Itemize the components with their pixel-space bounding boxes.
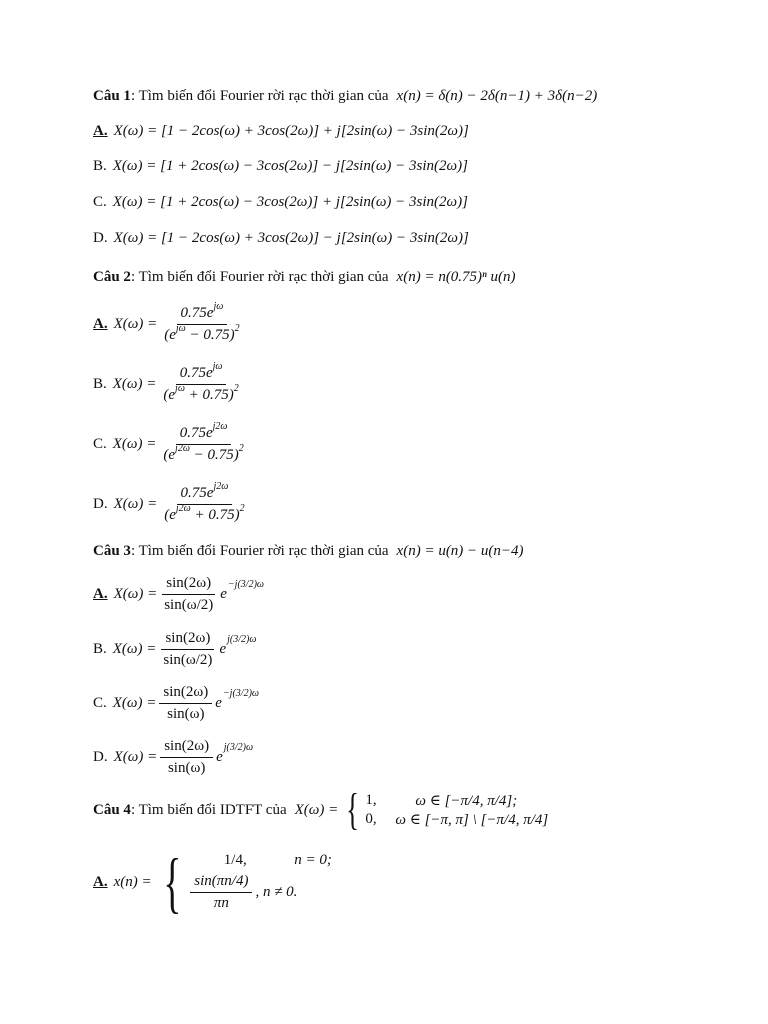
- q3-option-b-fraction: [159, 630, 216, 669]
- q2-b-den-tail: + 0.75): [184, 387, 234, 403]
- q3-a-den: sin(ω/2): [164, 597, 214, 613]
- q3-option-b[interactable]: [93, 630, 256, 669]
- question-2-label: Câu 2: [93, 269, 131, 285]
- q3-a-num: sin(2ω): [162, 575, 215, 595]
- question-1-formula: x(n) = δ(n) − 2δ(n−1) + 3δ(n−2): [396, 88, 598, 104]
- question-3-formula: x(n) = u(n) − u(n−4): [396, 543, 524, 559]
- question-1-label: Câu 1: [93, 88, 131, 104]
- q3-c-tail-exp: −j(3/2)ω: [222, 688, 259, 699]
- q3-c-num: sin(2ω): [159, 684, 212, 704]
- q3-d-num: sin(2ω): [160, 738, 213, 758]
- q2-option-d-fraction: [160, 481, 248, 524]
- q3-option-a[interactable]: [93, 575, 264, 614]
- q3-d-tail: e: [216, 749, 223, 765]
- q2-c-den: (e: [163, 447, 176, 463]
- q2-c-den-exp: j2ω: [175, 443, 190, 454]
- q3-option-d-fraction: [160, 738, 213, 777]
- q3-option-d-label: D.: [93, 749, 108, 765]
- q4-a-case2-num: sin(πn/4): [190, 873, 252, 893]
- q2-d-den-pow: 2: [239, 503, 245, 514]
- question-3: [93, 543, 524, 560]
- question-4-piecewise: [342, 785, 549, 834]
- question-3-text: : Tìm biến đổi Fourier rời rạc thời gian của: [130, 543, 389, 559]
- q3-b-num: sin(2ω): [161, 630, 214, 650]
- q1-option-b-expr: X(ω) = [1 + 2cos(ω) − 3cos(2ω)] − j[2sin(ω) − 3sin(2ω)]: [112, 158, 468, 174]
- question-2-formula: x(n) = n(0.75)ⁿ u(n): [396, 269, 516, 285]
- q2-b-den-exp: jω: [175, 383, 185, 394]
- q3-c-den: sin(ω): [167, 706, 205, 722]
- q1-option-c-label: C.: [93, 194, 107, 210]
- q2-b-den: (e: [163, 387, 176, 403]
- question-4-lhs: X(ω) =: [294, 801, 339, 818]
- q1-option-c-expr: X(ω) = [1 + 2cos(ω) − 3cos(2ω)] + j[2sin(ω) − 3sin(2ω)]: [112, 194, 468, 210]
- q2-option-b-fraction: [159, 361, 242, 404]
- q2-option-c-lhs: X(ω) =: [112, 436, 157, 452]
- q3-b-den: sin(ω/2): [163, 652, 213, 668]
- q2-c-den-pow: 2: [238, 443, 244, 454]
- q2-option-a-label: A.: [93, 316, 108, 332]
- q1-option-d-expr: X(ω) = [1 − 2cos(ω) + 3cos(2ω)] − j[2sin(ω) − 3sin(2ω)]: [113, 230, 469, 246]
- q2-option-b-lhs: X(ω) =: [112, 376, 157, 392]
- q2-option-b[interactable]: [93, 361, 246, 404]
- q3-option-c[interactable]: [93, 684, 259, 723]
- q3-b-tail: e: [219, 641, 227, 657]
- q2-option-d-label: D.: [93, 496, 108, 512]
- q2-option-c-label: C.: [93, 436, 107, 452]
- question-3-label: Câu 3: [93, 543, 131, 559]
- q4-case2-val: 0,: [365, 811, 377, 827]
- q2-b-den-pow: 2: [233, 383, 239, 394]
- q2-d-num-exp: j2ω: [213, 481, 229, 492]
- q4-case1-cond: ω ∈ [−π/4, π/4];: [415, 793, 518, 809]
- question-4-label: Câu 4: [93, 801, 131, 818]
- q2-option-a-fraction: [160, 301, 243, 344]
- q4-case1-val: 1,: [365, 792, 377, 808]
- q4-option-a[interactable]: [93, 844, 332, 920]
- q2-d-num: 0.75e: [180, 485, 214, 501]
- q3-option-a-lhs: X(ω) =: [113, 586, 158, 602]
- q2-a-num-exp: jω: [213, 301, 224, 312]
- q2-option-c[interactable]: [93, 421, 251, 464]
- q3-b-tail-exp: j(3/2)ω: [227, 634, 257, 645]
- q4-a-case2-fraction: [190, 873, 252, 912]
- q1-option-a[interactable]: [93, 123, 469, 140]
- q3-option-d[interactable]: [93, 738, 253, 777]
- q2-c-num-exp: j2ω: [212, 421, 228, 432]
- q2-a-num: 0.75e: [180, 305, 214, 321]
- question-2: [93, 269, 516, 286]
- q1-option-a-label: A.: [93, 123, 108, 139]
- q2-c-den-tail: − 0.75): [189, 447, 239, 463]
- q3-option-d-lhs: X(ω) =: [113, 749, 158, 765]
- q1-option-c[interactable]: [93, 194, 468, 211]
- q2-a-den-exp: jω: [175, 323, 186, 334]
- q4-option-a-lhs: x(n) =: [113, 873, 152, 890]
- left-brace-icon: {: [162, 844, 181, 920]
- q2-c-num: 0.75e: [179, 425, 213, 441]
- q1-option-b-label: B.: [93, 158, 107, 174]
- q1-option-d[interactable]: [93, 230, 469, 247]
- q1-option-b[interactable]: [93, 158, 468, 175]
- q2-option-d-lhs: X(ω) =: [113, 496, 158, 512]
- q4-case2-cond: ω ∈ [−π, π] \ [−π/4, π/4]: [395, 812, 549, 828]
- q4-a-case1-cond: n = 0;: [294, 852, 332, 868]
- q2-option-a-lhs: X(ω) =: [113, 316, 158, 332]
- q2-a-den-tail: − 0.75): [185, 327, 235, 343]
- q2-a-den: (e: [164, 327, 176, 343]
- q2-option-b-label: B.: [93, 376, 107, 392]
- question-2-text: : Tìm biến đổi Fourier rời rạc thời gian của: [130, 269, 389, 285]
- question-4-text: : Tìm biến đổi IDTFT của: [130, 801, 287, 818]
- q3-option-c-lhs: X(ω) =: [112, 695, 157, 711]
- q2-d-den: (e: [164, 507, 176, 523]
- question-1: [93, 88, 597, 105]
- q3-option-b-label: B.: [93, 641, 107, 657]
- q3-option-b-lhs: X(ω) =: [112, 641, 157, 657]
- q4-a-case2-den: πn: [213, 895, 229, 911]
- q3-option-c-fraction: [159, 684, 212, 723]
- q2-option-c-fraction: [159, 421, 247, 464]
- question-4: [93, 785, 549, 834]
- q4-a-case2-cond: , n ≠ 0.: [255, 884, 298, 900]
- q1-option-d-label: D.: [93, 230, 108, 246]
- q2-d-den-tail: + 0.75): [190, 507, 240, 523]
- q3-option-c-label: C.: [93, 695, 107, 711]
- q3-a-tail: e: [220, 586, 227, 602]
- left-brace-icon: {: [346, 785, 360, 834]
- q1-option-a-expr: X(ω) = [1 − 2cos(ω) + 3cos(2ω)] + j[2sin(ω) − 3sin(2ω)]: [113, 123, 469, 139]
- q3-option-a-fraction: [160, 575, 217, 614]
- q2-b-num: 0.75e: [179, 365, 213, 381]
- q3-c-tail: e: [215, 695, 222, 711]
- q3-d-tail-exp: j(3/2)ω: [223, 742, 254, 753]
- q2-option-a[interactable]: [93, 301, 247, 344]
- q2-a-den-pow: 2: [234, 323, 240, 334]
- q2-b-num-exp: jω: [212, 361, 223, 372]
- q2-option-d[interactable]: [93, 481, 252, 524]
- q4-option-a-label: A.: [93, 873, 108, 890]
- q3-d-den: sin(ω): [167, 760, 206, 776]
- q3-a-tail-exp: −j(3/2)ω: [227, 579, 264, 590]
- question-1-text: : Tìm biến đổi Fourier rời rạc thời gian của: [130, 88, 389, 104]
- q4-a-case1-val: 1/4,: [223, 852, 247, 868]
- q3-option-a-label: A.: [93, 586, 108, 602]
- q2-d-den-exp: j2ω: [175, 503, 191, 514]
- q4-option-a-piecewise: [156, 844, 332, 920]
